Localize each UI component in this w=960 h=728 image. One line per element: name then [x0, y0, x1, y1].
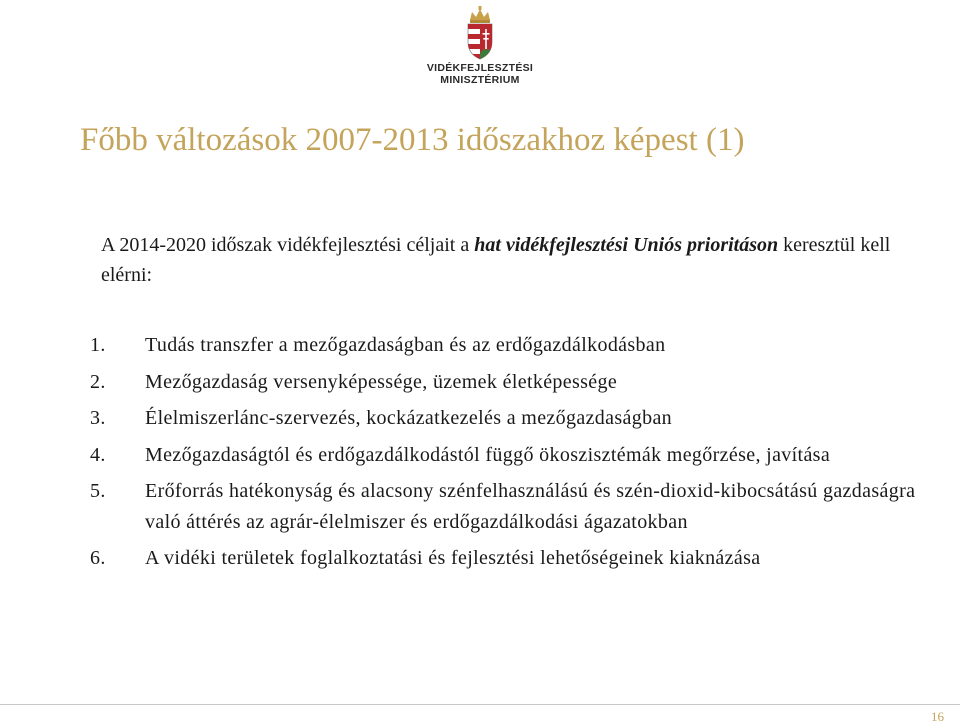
item-number: 3.	[90, 407, 106, 429]
ministry-logo	[425, 6, 535, 96]
ministry-name-line1: VIDÉKFEJLESZTÉSI	[426, 62, 534, 74]
item-text: Erőforrás hatékonyság és alacsony szénfelhasználású és szén-dioxid-kibocsátású gazdaságra való áttérés az agrár-élelmiszer és erdőgazdálkodási ágazatokban	[145, 480, 916, 533]
list-item	[90, 543, 930, 574]
item-text: Élelmiszerlánc-szervezés, kockázatkezelés a mezőgazdaságban	[145, 407, 673, 429]
ministry-name-line2: MINISZTÉRIUM	[440, 74, 520, 86]
list-item	[90, 440, 930, 471]
intro-paragraph	[101, 230, 901, 290]
footer-divider	[0, 704, 960, 705]
intro-text-before: A 2014-2020 időszak vidékfejlesztési céljait a	[101, 234, 475, 256]
intro-emphasis: hat vidékfejlesztési Uniós prioritáson	[474, 234, 779, 256]
item-number: 4.	[90, 443, 106, 466]
item-text: Mezőgazdaság versenyképessége, üzemek életképessége	[145, 370, 618, 393]
item-text: A vidéki területek foglalkoztatási és fejlesztési lehetőségeinek kiaknázása	[145, 547, 761, 569]
list-item	[90, 403, 930, 434]
page-number: 16	[931, 709, 944, 724]
item-text: Mezőgazdaságtól és erdőgazdálkodástól függő ökoszisztémák megőrzése, javítása	[145, 443, 831, 466]
item-number: 6.	[90, 547, 106, 569]
item-number: 5.	[90, 480, 106, 502]
list-item	[90, 476, 930, 537]
ministry-name	[425, 62, 535, 86]
intro-text-after: keresztül kell elérni:	[101, 234, 891, 286]
coat-of-arms-icon	[463, 6, 497, 60]
item-text: Tudás transzfer a mezőgazdaságban és az erdőgazdálkodásban	[145, 334, 666, 356]
list-item	[90, 367, 930, 398]
item-number: 1.	[90, 334, 106, 356]
item-number: 2.	[90, 370, 106, 393]
priority-list	[90, 330, 930, 580]
list-item	[90, 330, 930, 361]
slide-title: Főbb változások 2007-2013 időszakhoz képest (1)	[80, 122, 745, 158]
